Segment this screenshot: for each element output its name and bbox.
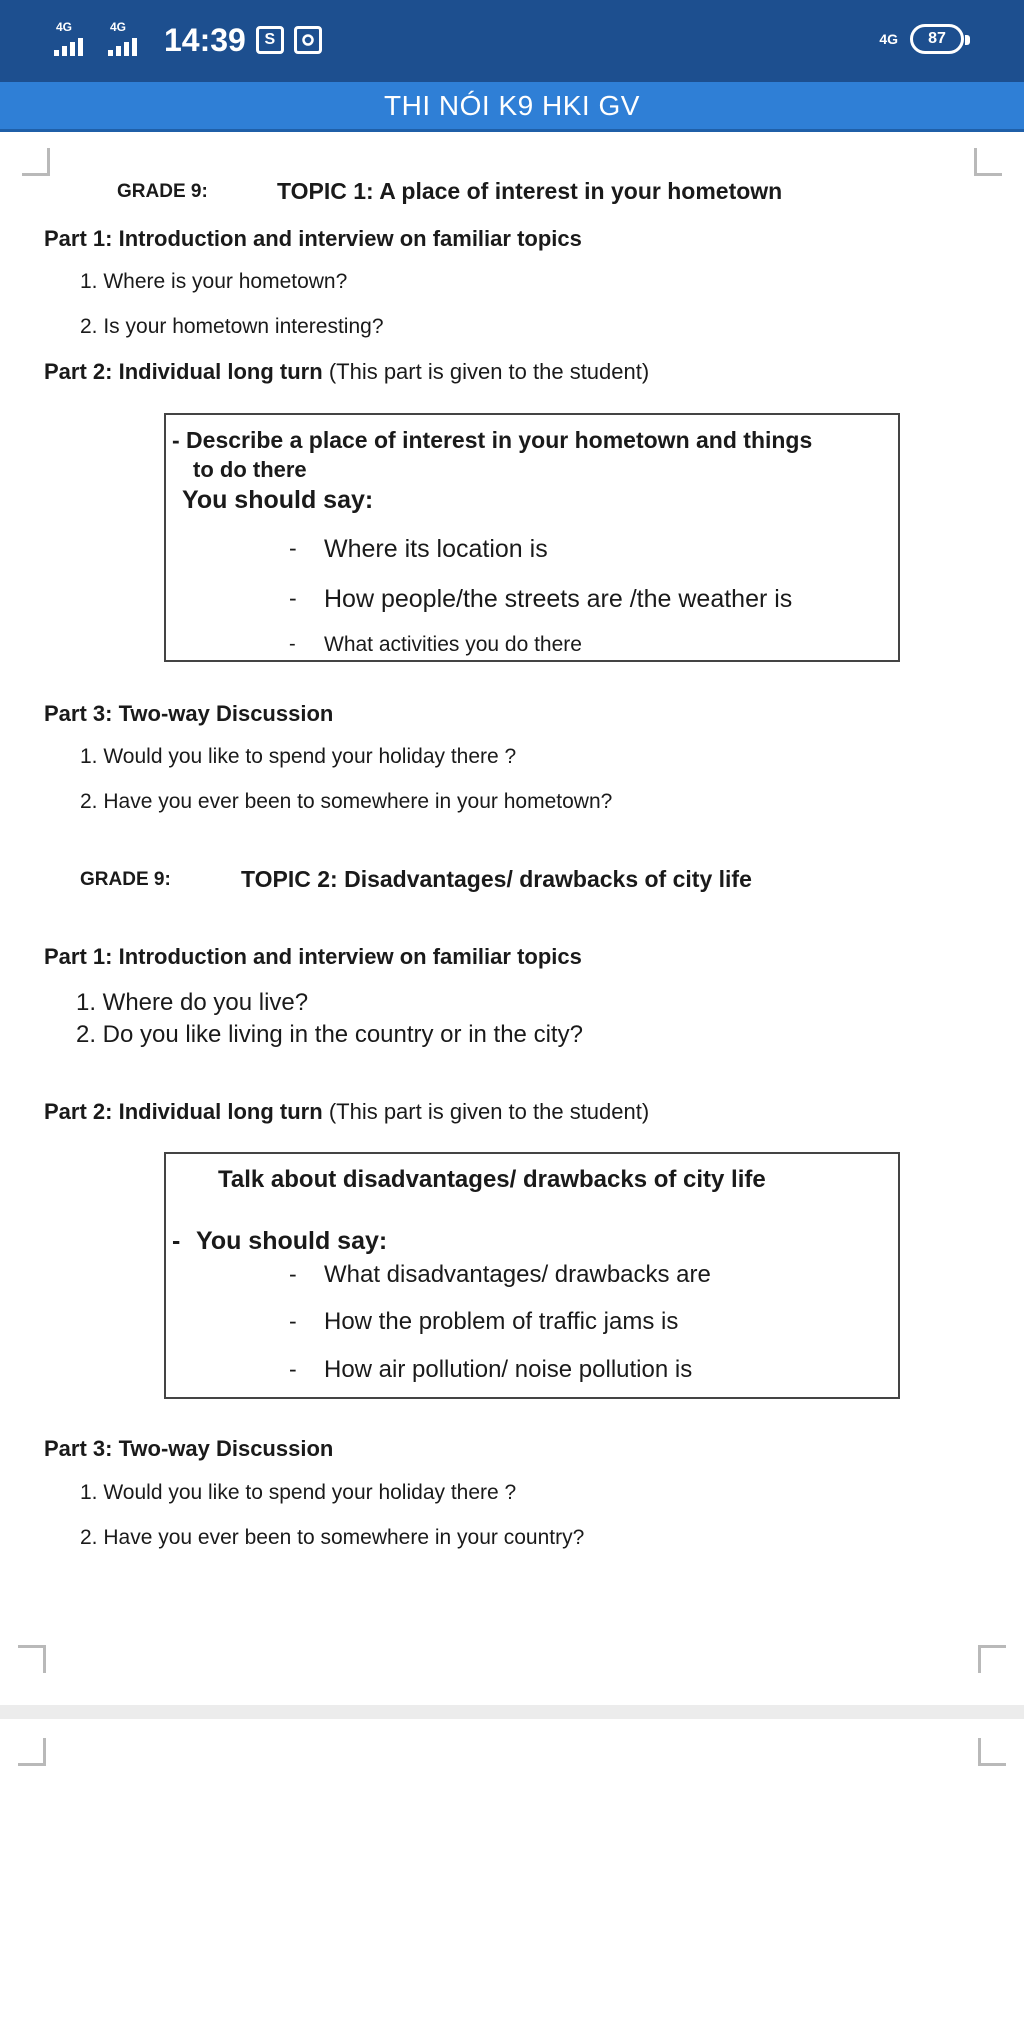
topic2-bullet: How air pollution/ noise pollution is: [324, 1356, 693, 1383]
battery-icon: 87: [910, 24, 964, 54]
topic2-part2-heading-text: Part 2: Individual long turn: [44, 1099, 323, 1124]
topic2-part2-note: (This part is given to the student): [328, 1099, 650, 1124]
topic2-prompt-box: [164, 1152, 900, 1399]
signal-label-sim1: 4G: [56, 20, 73, 34]
topic2-part1-item: 1. Where do you live?: [76, 989, 309, 1016]
notification-s-icon: S: [256, 26, 284, 54]
topic1-bullet: What activities you do there: [324, 633, 582, 656]
network-type-icon: 4G: [879, 31, 898, 47]
topic1-part3-heading: Part 3: Two-way Discussion: [44, 701, 334, 726]
topic1-bullet: How people/the streets are /the weather is: [324, 585, 793, 613]
topic2-part1-heading: Part 1: Introduction and interview on familiar topics: [44, 944, 582, 969]
topic1-bullet: Where its location is: [324, 535, 548, 563]
bullet-dash: -: [289, 1261, 297, 1287]
page-corner-mark: [18, 1645, 46, 1673]
topic1-part3-item: 1. Would you like to spend your holiday there ?: [80, 745, 517, 768]
signal-icon-sim2: [106, 20, 150, 60]
topic2-bullet: How the problem of traffic jams is: [324, 1308, 679, 1335]
topic2-box-title: Talk about disadvantages/ drawbacks of city life: [218, 1166, 766, 1193]
topic1-part2-note: (This part is given to the student): [328, 359, 650, 384]
topic2-bullet: What disadvantages/ drawbacks are: [324, 1261, 711, 1288]
status-left: [52, 20, 322, 60]
page-corner-mark: [22, 148, 50, 176]
topic2-part3-item: 1. Would you like to spend your holiday there ?: [80, 1481, 517, 1504]
bullet-dash: -: [289, 1308, 297, 1334]
document-title-bar: [0, 82, 1024, 132]
topic1-part1-item: 1. Where is your hometown?: [80, 270, 348, 293]
signal-label-sim2: 4G: [110, 20, 127, 34]
topic1-part3-item: 2. Have you ever been to somewhere in your hometown?: [80, 790, 613, 813]
page-corner-mark: [978, 1645, 1006, 1673]
bullet-dash: -: [289, 633, 296, 655]
topic1-box-line2: to do there: [193, 457, 307, 482]
topic1-grade: GRADE 9:: [117, 181, 208, 202]
status-right: [879, 24, 964, 54]
gallery-notification-icon: [294, 26, 322, 54]
topic2-part3-item: 2. Have you ever been to somewhere in your country?: [80, 1526, 585, 1549]
topic1-part1-heading: Part 1: Introduction and interview on familiar topics: [44, 226, 582, 251]
bullet-dash: -: [289, 1356, 297, 1382]
document-title: THI NÓI K9 HKI GV: [384, 89, 640, 121]
topic1-should-say: You should say:: [182, 486, 374, 514]
topic1-box-line1: - Describe a place of interest in your hometown and things: [172, 427, 813, 453]
topic2-part1-item: 2. Do you like living in the country or in the city?: [76, 1021, 583, 1048]
topic2-part2-heading: [44, 1099, 649, 1125]
bullet-dash: -: [289, 585, 297, 611]
topic1-title: TOPIC 1: A place of interest in your hometown: [277, 178, 783, 204]
bullet-dash: -: [289, 535, 297, 561]
topic1-part2-heading-text: Part 2: Individual long turn: [44, 359, 323, 384]
page-corner-mark: [978, 1738, 1006, 1766]
bullet-dash: -: [172, 1227, 181, 1255]
topic1-part1-item: 2. Is your hometown interesting?: [80, 315, 384, 338]
topic1-prompt-box: [164, 413, 900, 662]
topic2-should-say: You should say:: [196, 1227, 388, 1255]
topic2-part3-heading: Part 3: Two-way Discussion: [44, 1436, 334, 1461]
topic1-part2-heading: [44, 359, 649, 385]
page-separator: [0, 1705, 1024, 1719]
signal-icon-sim1: [52, 20, 96, 60]
status-bar: [0, 0, 1024, 82]
clock: 14:39: [164, 21, 246, 58]
topic2-title: TOPIC 2: Disadvantages/ drawbacks of city life: [241, 866, 752, 892]
topic2-grade: GRADE 9:: [80, 869, 171, 890]
page-corner-mark: [974, 148, 1002, 176]
page-corner-mark: [18, 1738, 46, 1766]
